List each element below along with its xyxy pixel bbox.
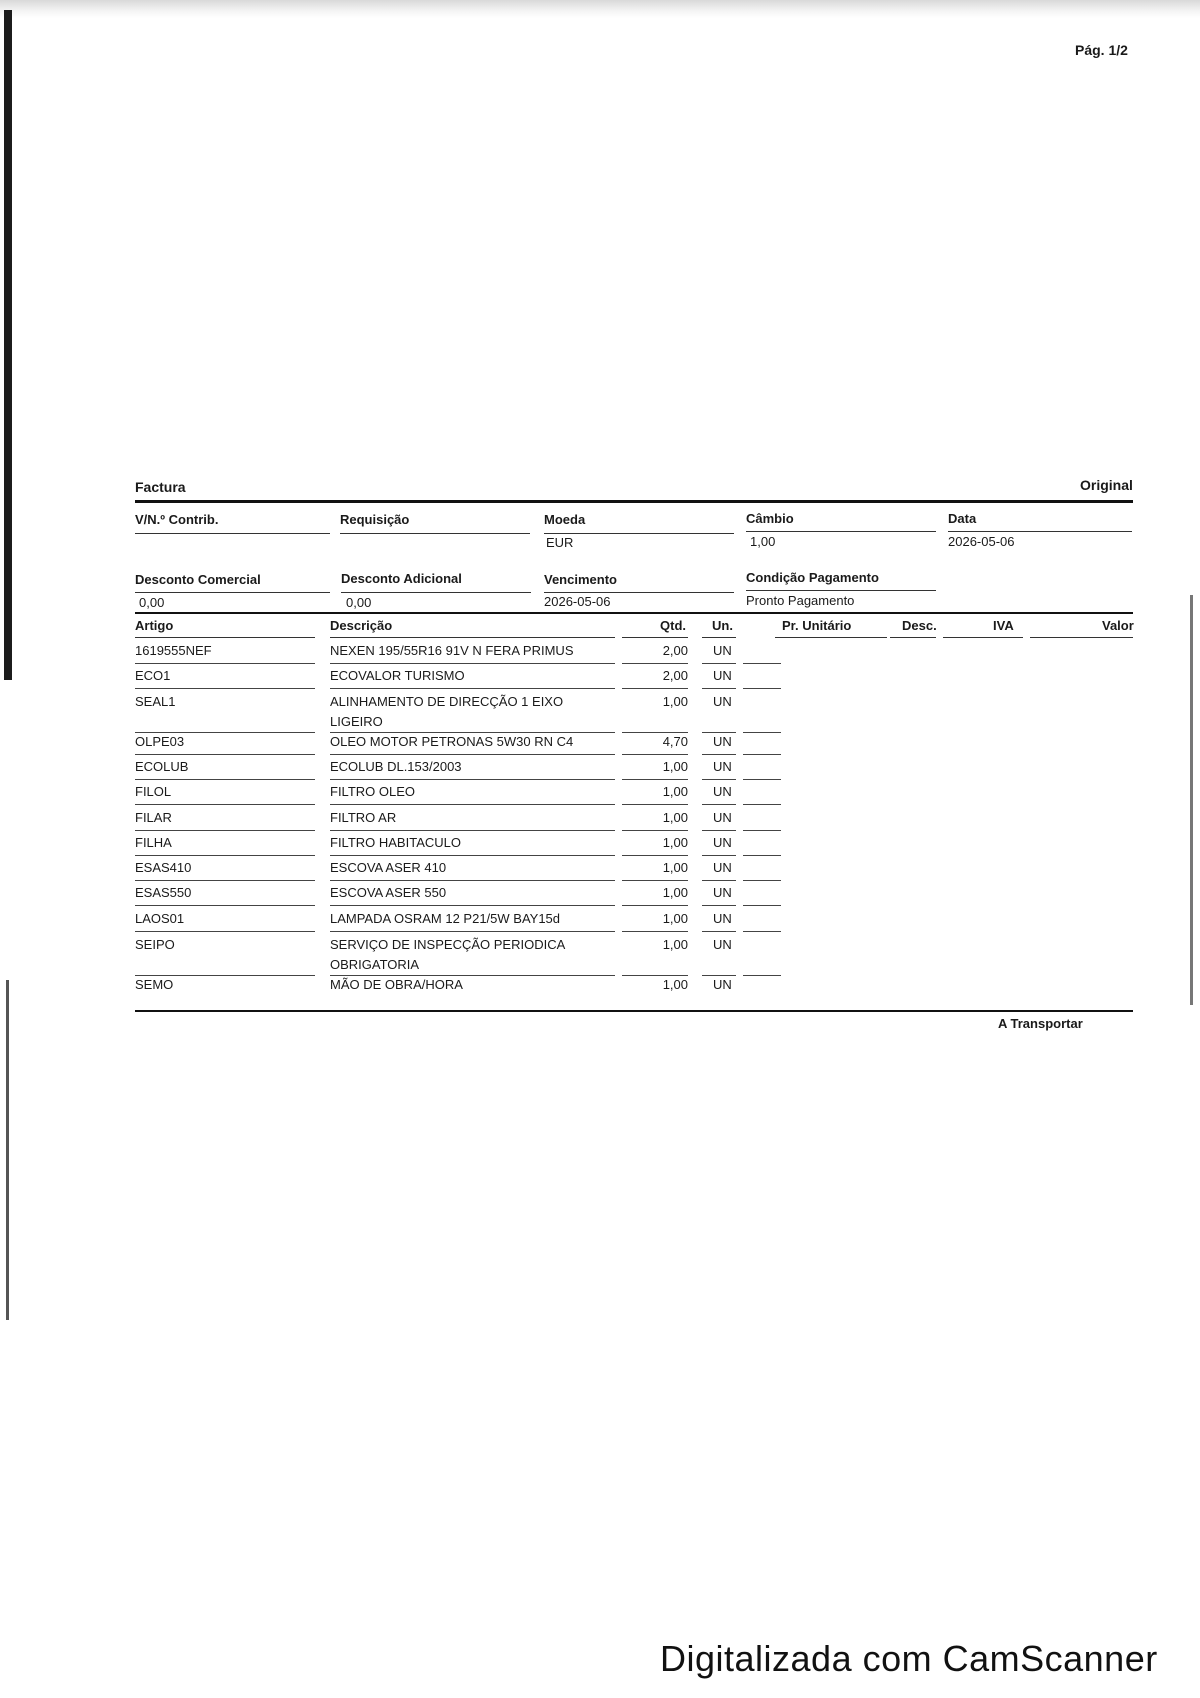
item-description: LAMPADA OSRAM 12 P21/5W BAY15d	[330, 911, 561, 926]
item-description: ECOVALOR TURISMO	[330, 668, 465, 683]
header-value-cambio: 1,00	[750, 534, 776, 549]
item-code: ECOLUB	[135, 759, 189, 774]
column-underline	[330, 637, 615, 638]
scan-left-edge-lower	[6, 980, 9, 1320]
header-value-condicao-pagamento: Pronto Pagamento	[746, 593, 855, 608]
header-label-contrib: V/N.º Contrib.	[135, 512, 219, 527]
scan-top-shadow	[0, 0, 1200, 18]
item-code: LAOS01	[135, 911, 185, 926]
column-underline	[135, 637, 315, 638]
item-quantity: 1,00	[662, 977, 688, 992]
item-description: ESCOVA ASER 550	[330, 885, 447, 900]
header-label-desconto-adicional: Desconto Adicional	[341, 571, 462, 586]
item-quantity: 2,00	[662, 668, 688, 683]
item-quantity: 1,00	[662, 784, 688, 799]
item-code: ESAS550	[135, 885, 192, 900]
item-quantity: 1,00	[662, 885, 688, 900]
column-underline	[1030, 637, 1133, 638]
item-unit: UN	[713, 784, 732, 799]
header-label-requisicao: Requisição	[340, 512, 410, 527]
item-quantity: 1,00	[662, 911, 688, 926]
document-type: Factura	[135, 479, 186, 495]
item-quantity: 2,00	[662, 643, 688, 658]
header-label-moeda: Moeda	[544, 512, 586, 527]
column-underline	[622, 637, 688, 638]
item-description: FILTRO HABITACULO	[330, 835, 461, 850]
header-value-data: 2026-05-06	[948, 534, 1015, 549]
item-description: NEXEN 195/55R16 91V N FERA PRIMUS	[330, 643, 574, 658]
header-label-desconto-comercial: Desconto Comercial	[135, 572, 261, 587]
item-quantity: 1,00	[662, 937, 688, 952]
header-value-vencimento: 2026-05-06	[544, 594, 611, 609]
column-underline	[943, 637, 1023, 638]
item-code: OLPE03	[135, 734, 185, 749]
header-underline	[135, 592, 330, 593]
header-value-desconto-comercial: 0,00	[139, 595, 165, 610]
item-quantity: 1,00	[662, 860, 688, 875]
column-underline	[775, 637, 887, 638]
header-underline	[341, 592, 531, 593]
column-header-un: Un.	[712, 618, 733, 633]
item-quantity: 1,00	[662, 694, 688, 709]
column-underline	[702, 637, 736, 638]
table-bottom-rule	[135, 1010, 1133, 1012]
item-unit: UN	[713, 643, 732, 658]
item-code: 1619555NEF	[135, 643, 212, 658]
item-description: SERVIÇO DE INSPECÇÃO PERIODICA OBRIGATORIA	[330, 937, 565, 972]
item-quantity: 1,00	[662, 810, 688, 825]
column-header-qtd: Qtd.	[660, 618, 686, 633]
item-code: SEMO	[135, 977, 174, 992]
item-code: ECO1	[135, 668, 171, 683]
item-unit: UN	[713, 759, 732, 774]
item-unit: UN	[713, 911, 732, 926]
item-description: ALINHAMENTO DE DIRECÇÃO 1 EIXO LIGEIRO	[330, 694, 564, 729]
item-quantity: 4,70	[662, 734, 688, 749]
header-label-data: Data	[948, 511, 977, 526]
item-code: SEIPO	[135, 937, 175, 952]
header-value-desconto-adicional: 0,00	[346, 595, 372, 610]
item-code: FILOL	[135, 784, 172, 799]
header-underline	[544, 533, 734, 534]
item-quantity: 1,00	[662, 835, 688, 850]
header-value-moeda: EUR	[546, 535, 574, 550]
header-label-cambio: Câmbio	[746, 511, 794, 526]
header-label-condicao-pagamento: Condição Pagamento	[746, 570, 879, 585]
item-description: FILTRO OLEO	[330, 784, 415, 799]
item-unit: UN	[713, 860, 732, 875]
item-unit: UN	[713, 668, 732, 683]
table-top-rule	[135, 612, 1133, 614]
header-underline	[948, 531, 1132, 532]
item-unit: UN	[713, 977, 732, 992]
header-underline	[746, 590, 936, 591]
item-unit: UN	[713, 734, 732, 749]
column-header-valor: Valor	[1102, 618, 1134, 633]
item-description: MÃO DE OBRA/HORA	[330, 977, 463, 992]
item-code: FILHA	[135, 835, 172, 850]
column-underline	[890, 637, 936, 638]
column-header-artigo: Artigo	[135, 618, 174, 633]
header-underline	[746, 531, 936, 532]
header-underline	[544, 592, 734, 593]
item-unit: UN	[713, 810, 732, 825]
item-description: FILTRO AR	[330, 810, 397, 825]
carry-forward-label: A Transportar	[998, 1016, 1083, 1031]
header-underline	[340, 533, 530, 534]
item-quantity: 1,00	[662, 759, 688, 774]
item-description: ECOLUB DL.153/2003	[330, 759, 462, 774]
header-underline	[135, 533, 330, 534]
scan-left-edge	[4, 10, 12, 680]
header-top-rule	[135, 500, 1133, 503]
header-label-vencimento: Vencimento	[544, 572, 617, 587]
item-code: FILAR	[135, 810, 172, 825]
item-unit: UN	[713, 835, 732, 850]
item-code: SEAL1	[135, 694, 176, 709]
scanner-watermark: Digitalizada com CamScanner	[660, 1638, 1158, 1679]
item-code: ESAS410	[135, 860, 192, 875]
item-unit: UN	[713, 937, 732, 952]
item-description: OLEO MOTOR PETRONAS 5W30 RN C4	[330, 734, 574, 749]
column-header-desc: Desc.	[902, 618, 937, 633]
scan-right-edge	[1190, 595, 1193, 1005]
column-header-iva: IVA	[993, 618, 1014, 633]
item-description: ESCOVA ASER 410	[330, 860, 447, 875]
column-header-pr-unitario: Pr. Unitário	[782, 618, 852, 633]
item-unit: UN	[713, 694, 732, 709]
document-copy-label: Original	[1080, 477, 1133, 493]
page-number: Pág. 1/2	[1075, 42, 1128, 58]
item-unit: UN	[713, 885, 732, 900]
column-header-descricao: Descrição	[330, 618, 393, 633]
